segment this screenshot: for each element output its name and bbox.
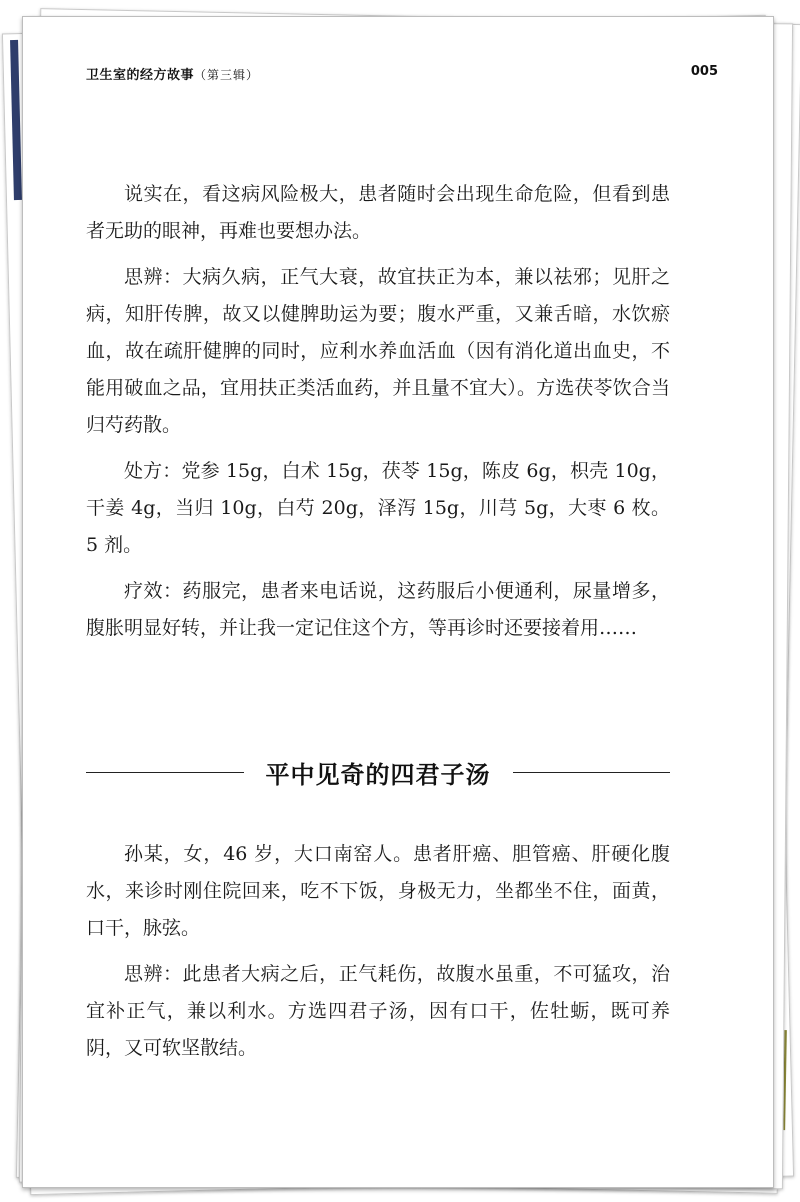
volume-label: （第三辑） <box>194 68 260 82</box>
paragraph: 思辨：此患者大病之后，正气耗伤，故腹水虽重，不可猛攻，治宜补正气，兼以利水。方选四君子汤，因有口干，佐牡蛎，既可养阴，又可软坚散结。 <box>86 963 670 1059</box>
paragraph: 说实在，看这病风险极大，患者随时会出现生命危险，但看到患者无助的眼神，再难也要想办法。 <box>86 183 670 242</box>
text-block-first <box>86 176 670 656</box>
heading-rule-right <box>513 772 671 773</box>
text-block-second <box>86 836 670 1076</box>
paragraph: 处方：党参 15g，白术 15g，茯苓 15g，陈皮 6g，枳壳 10g，干姜 4g，当归 10g，白芍 20g，泽泻 15g，川芎 5g，大枣 6 枚。5 剂。 <box>86 460 670 556</box>
paragraph: 疗效：药服完，患者来电话说，这药服后小便通利，尿量增多，腹胀明显好转，并让我一定记住这个方，等再诊时还要接着用…… <box>86 580 670 639</box>
section-title: 平中见奇的四君子汤 <box>265 760 491 789</box>
paragraph: 孙某，女，46 岁，大口南窑人。患者肝癌、胆管癌、肝硬化腹水，来诊时刚住院回来，吃不下饭，身极无力，坐都坐不住，面黄，口干，脉弦。 <box>86 843 670 939</box>
page-number: 005 <box>690 64 718 79</box>
paragraph: 思辨：大病久病，正气大衰，故宜扶正为本，兼以祛邪；见肝之病，知肝传脾，故又以健脾助运为要；腹水严重，又兼舌暗，水饮瘀血，故在疏肝健脾的同时，应利水养血活血（因有消化道出血史，不能用破血之品，宜用扶正类活血药，并且量不宜大）。方选茯苓饮合当归芍药散。 <box>86 266 670 436</box>
heading-rule-left <box>86 772 244 773</box>
section-heading <box>86 752 670 792</box>
book-title: 卫生室的经方故事 <box>86 68 195 83</box>
running-head <box>86 64 259 83</box>
